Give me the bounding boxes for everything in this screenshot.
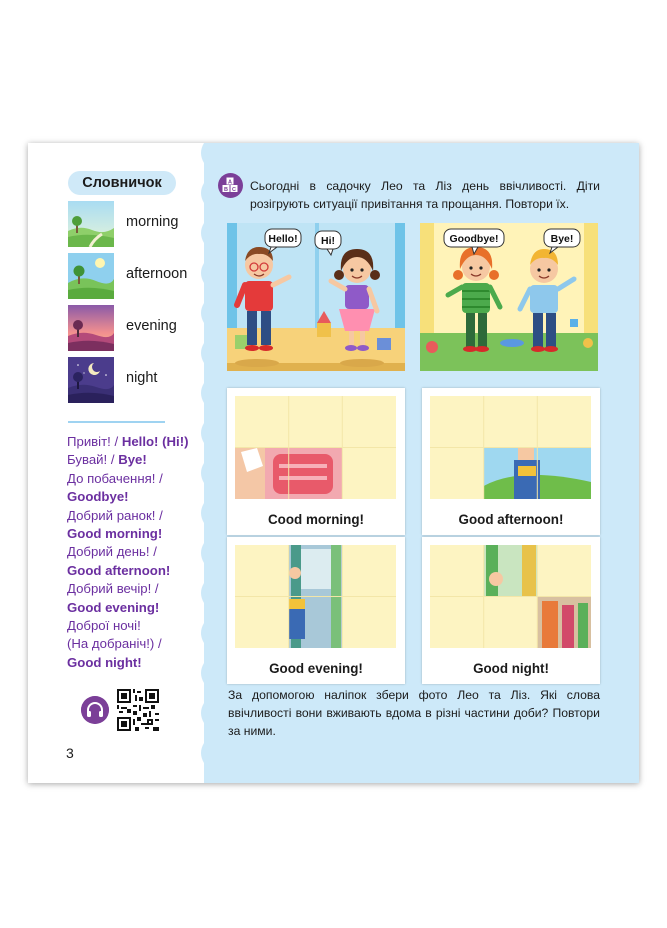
vocab-word: night [126,370,158,386]
phrase-line [67,470,217,488]
phrase-en: Hello! (Hi!) [121,434,189,449]
phrase-line [67,562,217,580]
phrase-ua: Добрий ранок! / [67,507,163,523]
vocab-word: afternoon [126,266,188,282]
card-label: Good evening! [269,661,363,676]
phrase-en: Bye! [118,452,147,468]
phrase-line [67,580,217,598]
phrase-line [67,635,217,653]
sticker-slots[interactable] [430,545,591,648]
phrase-ua: Бувай! / [67,452,119,468]
phrase-ua: Доброї ночі! [67,618,141,634]
abc-blocks-icon [218,173,243,198]
bubble-hi: Hi! [321,235,335,247]
phrase-line [67,543,217,561]
sticker-card-afternoon[interactable] [422,388,600,535]
phrase-line [67,451,217,469]
vocab-word: morning [126,214,179,230]
evening-landscape-icon [68,305,114,351]
phrase-ua: Добрий день! / [67,544,157,560]
svg-text:B: B [224,186,228,193]
phrase-ua: Привіт! / [67,434,122,449]
vocabulary-title: Словничок [68,171,176,195]
svg-text:C: C [232,186,236,193]
greeting-scene-illustration [227,223,405,371]
vocab-item-evening [68,305,218,353]
book-page [28,143,639,783]
card-label: Good night! [473,661,549,676]
sidebar-divider [68,421,165,423]
phrase-line [67,433,217,451]
bubble-bye: Bye! [550,233,574,245]
sticker-card-night[interactable] [422,537,600,684]
page-number: 3 [66,745,74,761]
audio-headphones-icon[interactable] [81,696,109,724]
phrase-line [67,599,217,617]
vocab-item-afternoon [68,253,218,301]
phrase-ua: Добрий вечір! / [67,581,159,597]
bubble-hello: Hello! [268,233,298,245]
phrase-line [67,654,217,672]
phrase-ua: (На добраніч!) / [67,636,162,652]
qr-code-icon[interactable] [117,689,159,731]
bubble-goodbye: Goodbye! [449,233,499,245]
bottom-instructions: За допомогою наліпок збери фото Лео та Ліз. Які слова ввічливості вони вживають вдома в різні частини доби? Повтори за ними. [228,688,600,738]
svg-text:A: A [228,179,232,186]
phrase-en: Good night! [67,654,142,670]
phrase-line [67,488,217,506]
sticker-card-morning[interactable] [227,388,405,535]
intro-text: Сьогодні в садочку Лео та Ліз день ввічливості. Діти розігрують ситуації привітання та прощання. Повтори їх. [250,179,600,211]
afternoon-landscape-icon [68,253,114,299]
phrase-line [67,525,217,543]
card-label: Good afternoon! [458,512,564,527]
phrase-line [67,507,217,525]
phrase-ua: До побачення! / [67,470,163,486]
vocab-item-night [68,357,218,405]
phrase-line [67,617,217,635]
sticker-card-evening[interactable] [227,537,405,684]
farewell-scene-illustration [420,223,598,371]
phrase-en: Good evening! [67,599,160,615]
card-label: Cood morning! [268,512,364,527]
vocab-word: evening [126,318,177,334]
phrase-en: Goodbye! [67,489,129,505]
sticker-slots[interactable] [235,545,396,648]
vocab-item-morning [68,201,218,249]
phrase-en: Good morning! [67,526,163,542]
sticker-slots[interactable] [235,396,396,499]
morning-landscape-icon [68,201,114,247]
phrases-list [67,433,217,672]
sticker-slots[interactable] [430,396,591,499]
phrase-en: Good afternoon! [67,562,171,578]
night-landscape-icon [68,357,114,403]
